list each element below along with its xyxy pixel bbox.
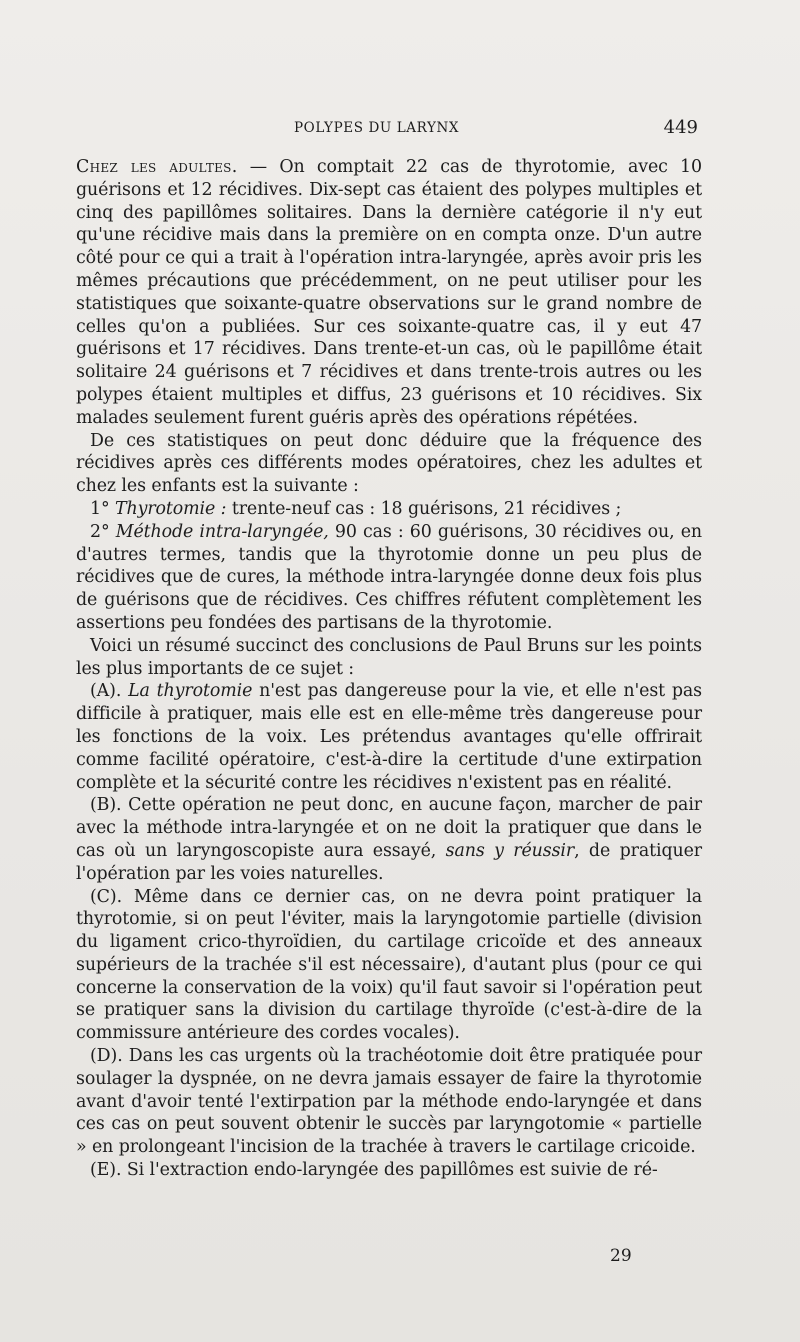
list-item-methode-intra-laryngee [76,521,702,635]
conclusion-label: (C). [90,886,123,907]
paragraph-text: Voici un résumé succinct des conclusions de Paul Bruns sur les points les plus importants de ce sujet : [76,635,702,679]
list-number: 1° [90,498,110,519]
conclusion-text: Dans les cas urgents où la trachéotomie doit être pratiquée pour soulager la dyspnée, on ne devra jamais essayer de faire la thyrotomie avant d'avoir tenté l'extirpation par la méthode endo-laryngée et dans ces cas on peut souvent obtenir le succès par laryngotomie « partielle » en prolongeant l'incision de la trachée à travers le cartilage cricoide. [76,1046,702,1158]
list-term: Méthode intra-laryngée, [115,521,329,542]
list-item-thyrotomie [76,498,702,521]
paragraph-resume [76,635,702,681]
conclusion-label: (A). [90,681,122,702]
conclusion-d [76,1045,702,1159]
paragraph-statistiques [76,430,702,498]
conclusion-text-end: , de pratiquer l'opération par les voies naturelles. [76,840,702,884]
conclusion-emphasis: sans y réussir [445,840,575,861]
conclusion-text: Même dans ce dernier cas, on ne devra point pratiquer la thyrotomie, si on peut l'éviter, mais la laryngotomie partielle (division du ligament crico-thyroïdien, du cartilage cricoïde et des anneaux supérieurs de la trachée s'il est nécessaire), d'autant plus (pour ce qui concerne la conservation de la voix) qu'il faut savoir si l'opération peut se pratiquer sans la division du cartilage thyroïde (c'est-à-dire de la commissure antérieure des cordes vocales). [76,886,702,1044]
conclusion-b [76,794,702,885]
paragraph-adultes [76,156,702,430]
list-text: trente-neuf cas : 18 guérisons, 21 récidives ; [226,498,622,519]
list-number: 2° [90,521,110,542]
conclusion-term: La thyrotomie [128,681,253,702]
list-text: 90 cas : 60 guérisons, 30 récidives ou, en d'autres termes, tandis que la thyrotomie donne un peu plus de récidives que de cures, la méthode intra-laryngée donne deux fois plus de guérisons que de récidives. Ces chiffres réfutent complètement les assertions peu fondées des partisans de la thyrotomie. [76,521,702,633]
conclusion-e [76,1159,702,1182]
conclusion-text: Si l'extraction endo-laryngée des papillômes est suivie de ré- [121,1160,658,1181]
list-term: Thyrotomie : [115,498,227,519]
signature-mark: 29 [610,1246,632,1266]
conclusion-label: (E). [90,1160,122,1181]
conclusion-c [76,886,702,1046]
page-number: 449 [663,117,698,138]
conclusion-text: Cette opération ne peut donc, en aucune façon, marcher de pair avec la méthode intra-laryngée et on ne doit la pratiquer que dans le cas où un laryngoscopiste aura essayé, [76,795,702,861]
running-title: POLYPES DU LARYNX [294,120,460,136]
conclusion-label: (D). [90,1046,123,1067]
paragraph-text: De ces statistiques on peut donc déduire que la fréquence des récidives après ces différents modes opératoires, chez les adultes et chez les enfants est la suivante : [76,430,702,497]
paragraph-text: — On comptait 22 cas de thyrotomie, avec 10 guérisons et 12 récidives. Dix-sept cas étaient des polypes multiples et cinq des papillômes solitaires. Dans la dernière catégorie il n'y eut qu'une récidive mais dans la première on en compta onze. D'un autre côté pour ce qui a trait à l'opération intra-laryngée, après avoir pris les mêmes précautions que précédemment, on ne peut utiliser pour les statistiques que soixante-quatre observations sur le grand nombre de celles qu'on a publiées. Sur ces soixante-quatre cas, il y eut 47 guérisons et 17 récidives. Dans trente-et-un cas, où le papillôme était solitaire 24 guérisons et 7 récidives et dans trente-trois autres ou les polypes étaient multiples et diffus, 23 guérisons et 10 récidives. Six malades seulement furent guéris après des opérations répétées. [76,157,702,428]
body-text [76,156,702,1182]
conclusion-label: (B). [90,795,122,816]
conclusion-a [76,680,702,794]
section-lead: Chez les adultes. [76,157,238,177]
page-header [76,117,702,140]
conclusion-text: n'est pas dangereuse pour la vie, et elle n'est pas difficile à pratiquer, mais elle est en elle-même très dangereuse pour les fonctions de la voix. Les prétendus avantages qu'elle offrirait comme facilité opératoire, c'est-à-dire la certitude d'une extirpation complète et la sécurité contre les récidives n'existent pas en réalité. [76,681,702,793]
